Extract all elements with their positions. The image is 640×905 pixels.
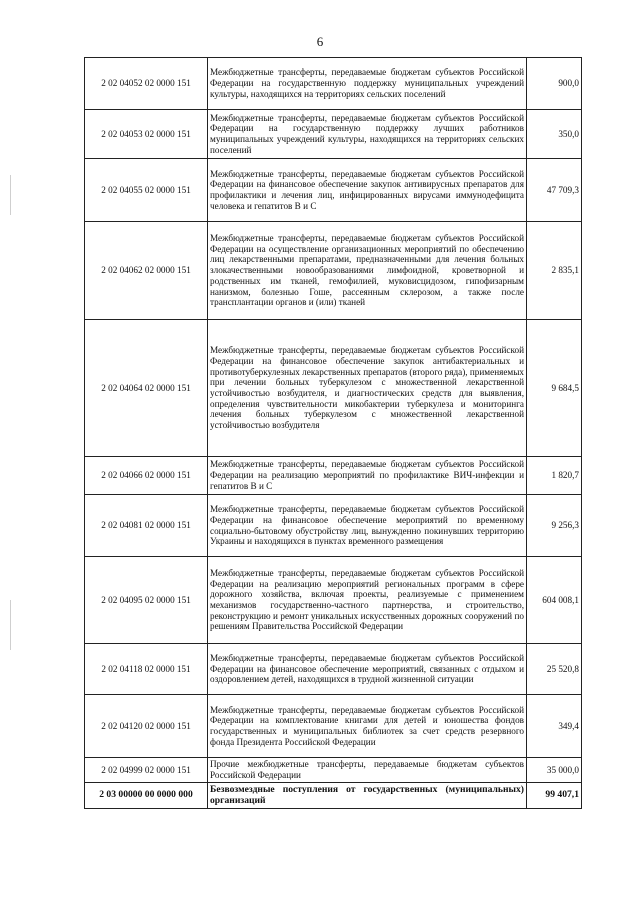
- table-row: [85, 758, 582, 783]
- amount-cell: 900,0: [527, 58, 582, 110]
- description-cell: Межбюджетные трансферты, передаваемые бюджетам субъектов Российской Федерации на финансовое обеспечение мероприятий по временному социально-бытовому обустройству лиц, вынужденно покинувших территорию Украины и находящихся в пунктах временного размещения: [208, 495, 527, 557]
- table-row: [85, 58, 582, 110]
- amount-cell: 1 820,7: [527, 457, 582, 495]
- amount-cell: 9 684,5: [527, 320, 582, 457]
- budget-code-cell: 2 02 04064 02 0000 151: [85, 320, 208, 457]
- description-cell: Межбюджетные трансферты, передаваемые бюджетам субъектов Российской Федерации на финансовое обеспечение закупок антивирусных препаратов для профилактики и лечения лиц, инфицированных вирусами иммунодефицита человека и гепатитов В и С: [208, 159, 527, 222]
- table-row: [85, 695, 582, 758]
- amount-cell: 99 407,1: [527, 783, 582, 809]
- budget-code-cell: 2 02 04081 02 0000 151: [85, 495, 208, 557]
- amount-cell: 2 835,1: [527, 222, 582, 320]
- table-row: [85, 644, 582, 695]
- description-cell: Межбюджетные трансферты, передаваемые бюджетам субъектов Российской Федерации на государственную поддержку муниципальных учреждений культуры, находящихся на территориях сельских поселений: [208, 58, 527, 110]
- scan-edge-mark: [10, 600, 11, 650]
- budget-code-cell: 2 02 04095 02 0000 151: [85, 557, 208, 644]
- amount-cell: 604 008,1: [527, 557, 582, 644]
- table-row: [85, 159, 582, 222]
- budget-code-cell: 2 02 04053 02 0000 151: [85, 110, 208, 159]
- budget-code-cell: 2 02 04052 02 0000 151: [85, 58, 208, 110]
- scan-edge-mark: [10, 175, 11, 215]
- table-row: [85, 110, 582, 159]
- description-cell: Межбюджетные трансферты, передаваемые бюджетам субъектов Российской Федерации на государственную поддержку лучших работников муниципальных учреждений культуры, находящихся на территориях сельских поселений: [208, 110, 527, 159]
- table-row: [85, 457, 582, 495]
- table-row: [85, 320, 582, 457]
- table-row: [85, 222, 582, 320]
- amount-cell: 349,4: [527, 695, 582, 758]
- budget-code-cell: 2 02 04062 02 0000 151: [85, 222, 208, 320]
- description-cell: Межбюджетные трансферты, передаваемые бюджетам субъектов Российской Федерации на финансовое обеспечение закупок антибактериальных и противотуберкулезных лекарственных препаратов (второго ряда), применяемых при лечении больных туберкулезом с множественной лекарственной устойчивостью возбудителя, и диагностических средств для выявления, определения чувствительности микобактерии туберкулеза и мониторинга лечения больных туберкулезом с множественной лекарственной устойчивостью возбудителя: [208, 320, 527, 457]
- table-row-total: [85, 783, 582, 809]
- budget-code-cell: 2 02 04999 02 0000 151: [85, 758, 208, 783]
- budget-code-cell: 2 02 04118 02 0000 151: [85, 644, 208, 695]
- description-cell: Межбюджетные трансферты, передаваемые бюджетам субъектов Российской Федерации на реализацию мероприятий региональных программ в сфере дорожного хозяйства, включая проекты, реализуемые с применением механизмов государственно-частного партнерства, и строительство, реконструкцию и ремонт уникальных искусственных дорожных сооружений по решениям Правительства Российской Федерации: [208, 557, 527, 644]
- table-row: [85, 495, 582, 557]
- budget-code-cell: 2 03 00000 00 0000 000: [85, 783, 208, 809]
- description-cell: Межбюджетные трансферты, передаваемые бюджетам субъектов Российской Федерации на реализацию мероприятий по профилактике ВИЧ-инфекции и гепатитов В и С: [208, 457, 527, 495]
- budget-code-cell: 2 02 04120 02 0000 151: [85, 695, 208, 758]
- budget-table-body: [85, 58, 582, 809]
- table-row: [85, 557, 582, 644]
- amount-cell: 47 709,3: [527, 159, 582, 222]
- budget-table: [84, 57, 582, 809]
- amount-cell: 25 520,8: [527, 644, 582, 695]
- budget-code-cell: 2 02 04066 02 0000 151: [85, 457, 208, 495]
- description-cell: Безвозмездные поступления от государственных (муниципальных) организаций: [208, 783, 527, 809]
- description-cell: Межбюджетные трансферты, передаваемые бюджетам субъектов Российской Федерации на комплектование книгами для детей и юношества фондов государственных и муниципальных библиотек за счет средств резервного фонда Президента Российской Федерации: [208, 695, 527, 758]
- amount-cell: 350,0: [527, 110, 582, 159]
- description-cell: Межбюджетные трансферты, передаваемые бюджетам субъектов Российской Федерации на осуществление организационных мероприятий по обеспечению лиц лекарственными препаратами, предназначенными для лечения больных злокачественными новообразованиями лимфоидной, кроветворной и родственных им тканей, гемофилией, муковисцидозом, гипофизарным нанизмом, болезнью Гоше, рассеянным склерозом, а также после трансплантации органов и (или) тканей: [208, 222, 527, 320]
- budget-code-cell: 2 02 04055 02 0000 151: [85, 159, 208, 222]
- amount-cell: 35 000,0: [527, 758, 582, 783]
- description-cell: Межбюджетные трансферты, передаваемые бюджетам субъектов Российской Федерации на финансовое обеспечение мероприятий, связанных с отдыхом и оздоровлением детей, находящихся в трудной жизненной ситуации: [208, 644, 527, 695]
- page-number: 6: [316, 34, 324, 49]
- description-cell: Прочие межбюджетные трансферты, передаваемые бюджетам субъектов Российской Федерации: [208, 758, 527, 783]
- amount-cell: 9 256,3: [527, 495, 582, 557]
